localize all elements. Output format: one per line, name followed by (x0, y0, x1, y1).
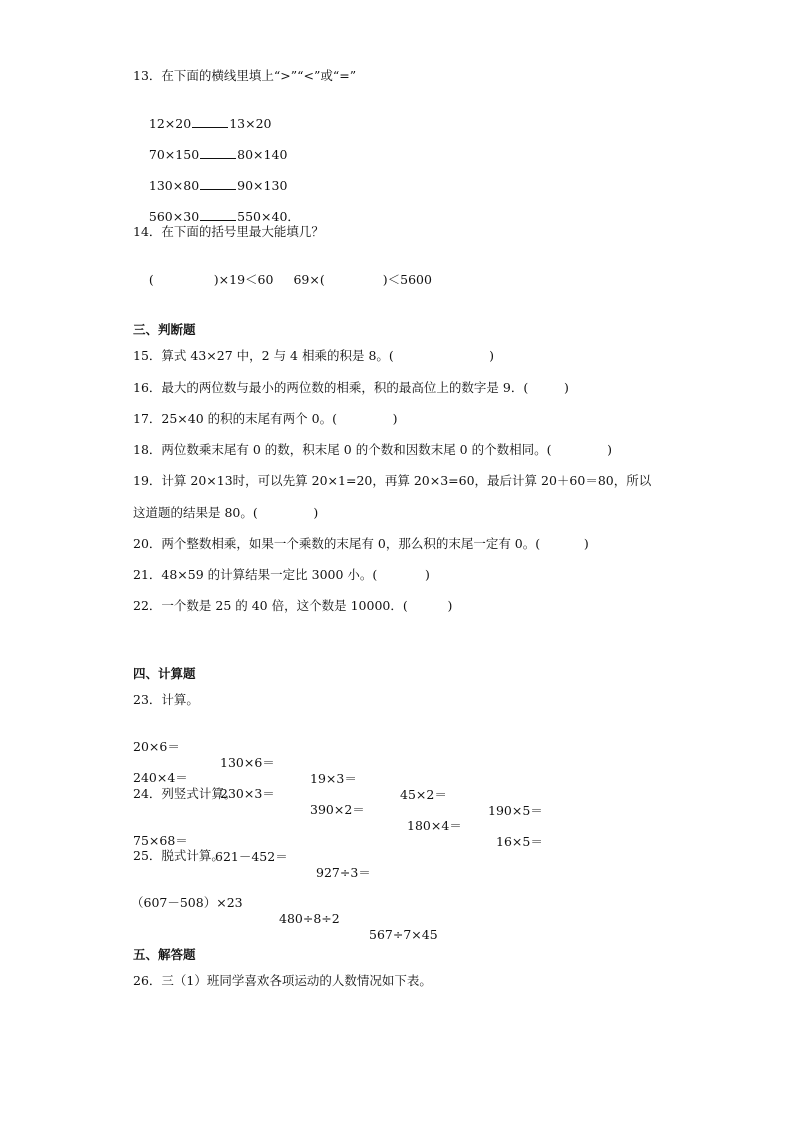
q13-item-1-left: 12×20 (148, 116, 192, 131)
q23-r1-c2: 130×6＝ (220, 755, 275, 770)
q13-item-3-right: 90×130 (237, 178, 288, 193)
q25-c1: （607－508）×23 (131, 895, 243, 910)
q19-line-2: 这道题的结果是 80。( ) (133, 505, 319, 520)
q23-r2-c2: 230×3＝ (220, 786, 275, 801)
q23-r1-c5: 190×5＝ (488, 803, 543, 818)
q20: 20．两个整数相乘，如果一个乘数的末尾有 0，那么积的末尾一定有 0。( ) (133, 536, 589, 551)
q23-title: 23．计算。 (133, 692, 199, 707)
q14-b-close: )＜5600 (382, 272, 432, 287)
q25-c3: 567÷7×45 (369, 927, 438, 942)
q23-r2-c5: 16×5＝ (496, 834, 543, 849)
q23-r1-c3: 19×3＝ (310, 771, 357, 786)
q13-item-2-left: 70×150 (148, 147, 200, 162)
q24-title: 24．列竖式计算。 (133, 786, 237, 801)
q13-item-4-left: 560×30 (148, 209, 200, 224)
q26: 26．三（1）班同学喜欢各项运动的人数情况如下表。 (133, 973, 432, 988)
q23-r2-c4: 180×4＝ (407, 818, 462, 833)
q13-title: 13．在下面的横线里填上“>”“<”或“=” (133, 68, 357, 83)
q18: 18．两位数乘末尾有 0 的数，积末尾 0 的个数和因数末尾 0 的个数相同。( ) (133, 442, 612, 457)
q24-c2: 621－452＝ (215, 849, 288, 864)
q21: 21．48×59 的计算结果一定比 3000 小。( ) (133, 567, 430, 582)
q13-item-3-blank[interactable] (200, 177, 236, 190)
q25-row (133, 879, 733, 959)
section-5-heading: 五、解答题 (133, 947, 196, 962)
q22: 22．一个数是 25 的 40 倍，这个数是 10000．( ) (133, 598, 453, 613)
q13-item-2-blank[interactable] (200, 146, 236, 159)
q14-b-open: 69×( (293, 272, 325, 287)
q13-item-4-blank[interactable] (200, 208, 236, 221)
q13-item-4-right: 550×40． (237, 209, 300, 224)
q15: 15．算式 43×27 中，2 与 4 相乘的积是 8。( ) (133, 348, 495, 363)
section-3-heading: 三、判断题 (133, 322, 196, 337)
q19-line-1: 19．计算 20×13时，可以先算 20×1=20，再算 20×3=60，最后计算 20＋60＝80，所以 (133, 473, 652, 488)
q14-row (133, 256, 432, 304)
q24-c3: 927÷3＝ (316, 865, 371, 880)
q14-a-open: ( (148, 272, 154, 287)
q13-item-2-right: 80×140 (237, 147, 288, 162)
q14-a-close: )×19＜60 (213, 272, 274, 287)
q25-title: 25．脱式计算。 (133, 848, 224, 863)
q13-item-1-right: 13×20 (229, 116, 272, 131)
q16: 16．最大的两位数与最小的两位数的相乘，积的最高位上的数字是 9．( ) (133, 380, 569, 395)
q14-title: 14．在下面的括号里最大能填几？ (133, 224, 324, 239)
q17: 17．25×40 的积的末尾有两个 0。( ) (133, 411, 398, 426)
q25-c2: 480÷8÷2 (279, 911, 340, 926)
q23-r2-c1: 240×4＝ (133, 770, 188, 785)
q23-r1-c1: 20×6＝ (133, 739, 180, 754)
q13-item-3-left: 130×80 (148, 178, 200, 193)
q13-item-1-blank[interactable] (192, 115, 228, 128)
q23-r1-c4: 45×2＝ (400, 787, 447, 802)
q24-c1: 75×68＝ (133, 833, 188, 848)
q23-r2-c3: 390×2＝ (310, 802, 365, 817)
section-4-heading: 四、计算题 (133, 666, 196, 681)
